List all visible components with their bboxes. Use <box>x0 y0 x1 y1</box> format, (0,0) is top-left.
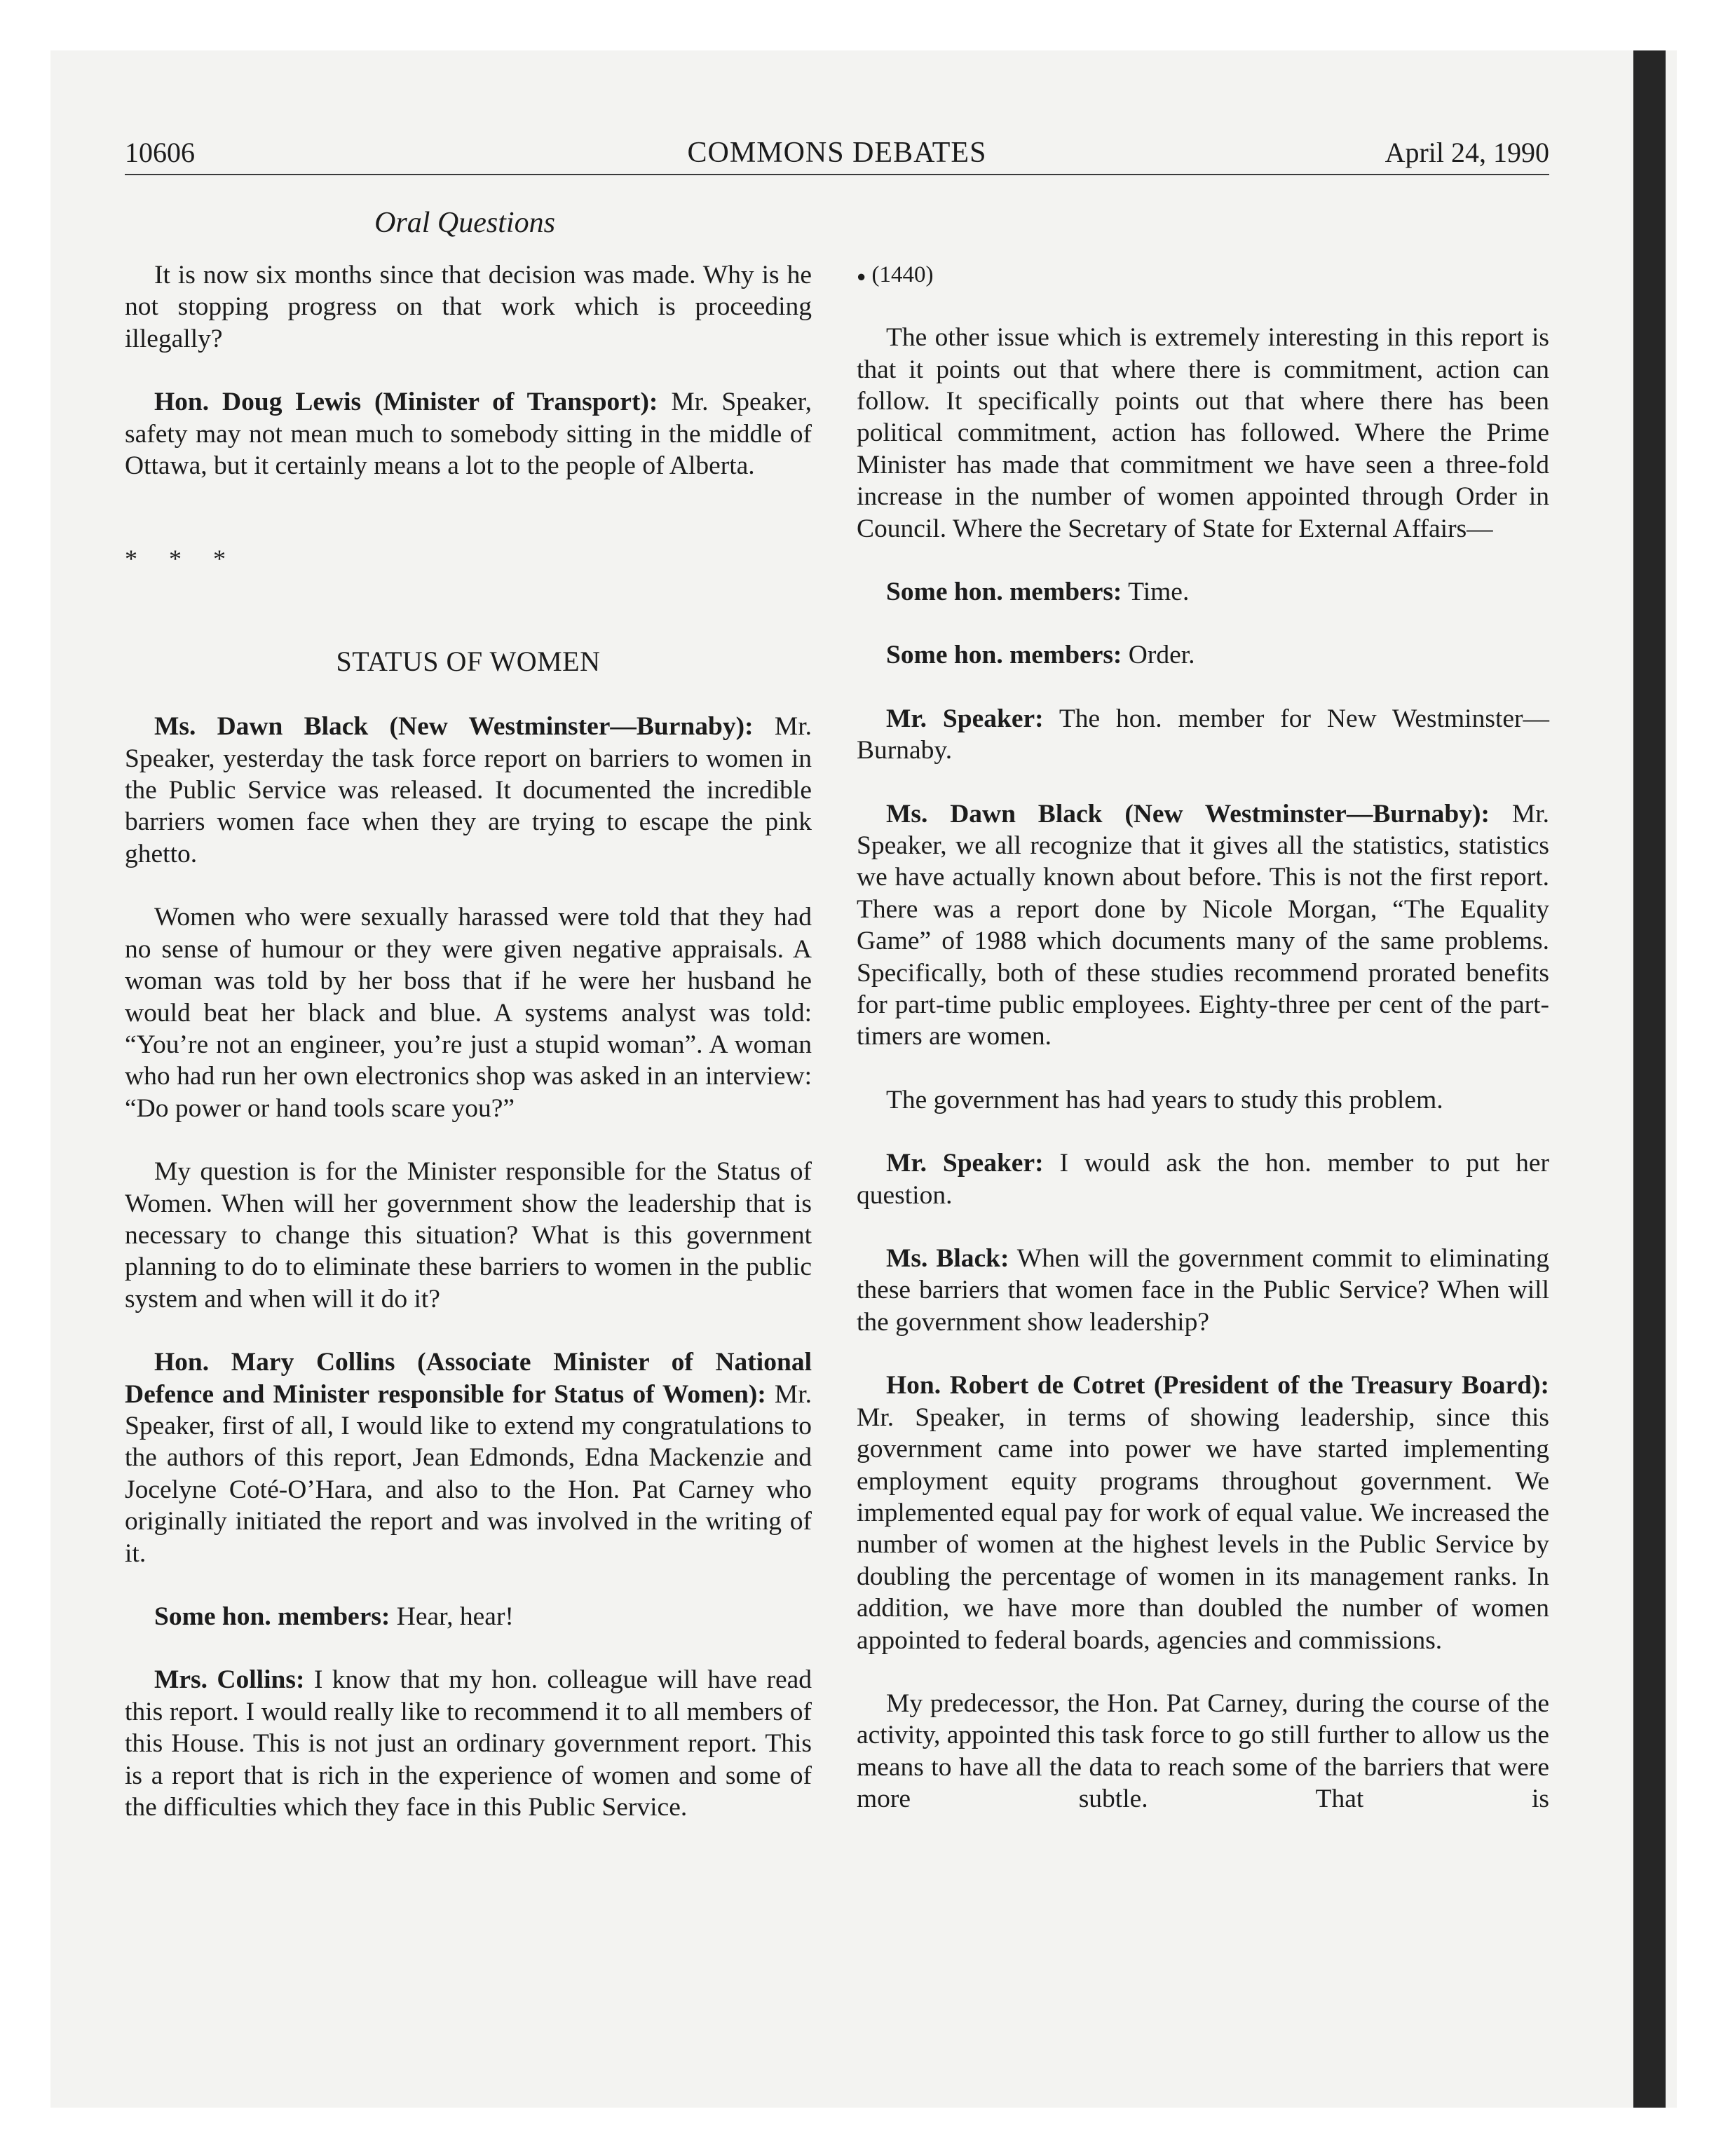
speech-paragraph <box>125 386 812 482</box>
paragraph: Women who were sexually harassed were told that they had no sense of humour or they were given negative appraisals. A woman was told by her boss that if he were her husband he would beat her black and blue. A systems analyst was told: “You’re not an engineer, you’re just a stupid woman”. A woman who had run her own electronics shop was asked in an interview: “Do power or hand tools scare you?” <box>125 903 812 1123</box>
time-marker <box>857 259 1549 292</box>
page-date: April 24, 1990 <box>1384 137 1549 168</box>
speech-paragraph <box>857 576 1549 608</box>
section-heading: STATUS OF WOMEN <box>336 645 601 677</box>
speech-paragraph <box>857 1370 1549 1656</box>
page-number: 10606 <box>125 137 195 168</box>
speaker-name: Some hon. members: <box>886 577 1122 606</box>
speech-paragraph <box>125 1601 812 1632</box>
speech-paragraph <box>857 639 1549 671</box>
speech-text: Time. <box>1122 577 1190 606</box>
page-header <box>125 130 1549 175</box>
speech-paragraph <box>857 1147 1549 1211</box>
speech-text: Mr. Speaker, we all recognize that it gives all the statistics, statistics we have actually known about before. This is not the first report. There was a report done by Nicole Morgan, “The Equality Game” of 1988 which documents many of the same problems. Specifically, both of these studies recommend prorated benefits for part-time public employees. Eighty-three per cent of the part-timers are women. <box>857 799 1550 1051</box>
speaker-name: Ms. Black: <box>886 1244 1009 1274</box>
paragraph: My question is for the Minister responsible for the Status of Women. When will her government show the leadership that is necessary to change this situation? What is this government planning to do to eliminate these barriers to women in the public system and when will it do it? <box>125 1157 812 1314</box>
speech-paragraph <box>857 798 1549 1053</box>
section-separator: * * * <box>125 545 238 573</box>
speaker-name: Some hon. members: <box>886 641 1122 670</box>
speech-paragraph <box>125 1346 812 1569</box>
speech-text: Order. <box>1122 641 1195 670</box>
left-column <box>125 259 812 1855</box>
scan-edge-shadow <box>1633 50 1666 2108</box>
paragraph: My predecessor, the Hon. Pat Carney, during the course of the activity, appointed this task force to go still further to allow us the means to have all the data to reach some of the barriers that were more subtle. That is <box>857 1688 1549 1814</box>
speech-text: Mr. Speaker, in terms of showing leadership, since this government came into power we have started implementing employment equity programs throughout government. We implemented equal pay for work of equal value. We increased the number of women at the highest levels in the Public Service by doubling the percentage of women in its management ranks. In addition, we have more than doubled the number of women appointed to federal boards, agencies and commissions. <box>857 1403 1549 1655</box>
publication-title: COMMONS DEBATES <box>687 137 987 169</box>
speech-text: The hon. member for New Westminster—Burnaby. <box>857 704 1549 765</box>
section-label: Oral Questions <box>374 207 555 239</box>
speech-text: Hear, hear! <box>390 1602 514 1631</box>
paragraph: The other issue which is extremely interesting in this report is that it points out that where there is commitment, action can follow. It specifically points out that where there has been political commitment, action has followed. Where the Prime Minister has made that commitment we have seen a three-fold increase in the number of women appointed through Order in Council. Where the Secretary of State for External Affairs— <box>857 323 1549 543</box>
speaker-name: Mrs. Collins: <box>154 1665 305 1695</box>
speech-text: I would ask the hon. member to put her question. <box>857 1149 1549 1210</box>
speech-text: Mr. Speaker, yesterday the task force report on barriers to women in the Public Service was released. It documented the incredible barriers women face when they are trying to escape the pink ghetto. <box>125 712 812 868</box>
speech-text: Mr. Speaker, safety may not mean much to somebody sitting in the middle of Ottawa, but it certainly means a lot to the people of Alberta. <box>125 388 812 481</box>
speech-text: I know that my hon. colleague will have read this report. I would really like to recommend it to all members of this House. This is not just an ordinary government report. This is a report that is rich in the experience of women and some of the difficulties which they face in this Public Service. <box>125 1665 812 1822</box>
speech-paragraph <box>125 1664 812 1823</box>
speaker-name: Some hon. members: <box>154 1602 390 1631</box>
speech-paragraph <box>125 711 812 870</box>
speaker-name: Ms. Dawn Black (New Westminster—Burnaby): <box>886 799 1490 828</box>
speech-paragraph <box>857 1243 1549 1338</box>
time-stamp: (1440) <box>871 262 934 287</box>
speaker-name: Hon. Robert de Cotret (President of the Treasury Board): <box>886 1371 1549 1400</box>
bullet-icon: ● <box>857 267 866 285</box>
speech-text: Mr. Speaker, first of all, I would like to extend my congratulations to the authors of this report, Jean Edmonds, Edna Mackenzie and Jocelyne Coté-O’Hara, and also to the Hon. Pat Carney who originally initiated the report and was involved in the writing of it. <box>125 1379 812 1568</box>
speech-text: When will the government commit to eliminating these barriers that women face in the Public Service? When will the government show leadership? <box>857 1244 1549 1337</box>
speaker-name: Hon. Mary Collins (Associate Minister of National Defence and Minister responsible for Status of Women): <box>125 1348 812 1409</box>
speech-paragraph <box>857 703 1549 767</box>
right-column <box>857 259 1549 1847</box>
speaker-name: Mr. Speaker: <box>886 1149 1044 1178</box>
header-rule <box>125 174 1549 175</box>
speaker-name: Hon. Doug Lewis (Minister of Transport): <box>154 388 658 417</box>
speaker-name: Ms. Dawn Black (New Westminster—Burnaby): <box>154 712 754 742</box>
paragraph: The government has had years to study this problem. <box>886 1085 1443 1114</box>
speaker-name: Mr. Speaker: <box>886 704 1044 733</box>
paragraph: It is now six months since that decision was made. Why is he not stopping progress on that work which is proceeding illegally? <box>125 261 812 353</box>
